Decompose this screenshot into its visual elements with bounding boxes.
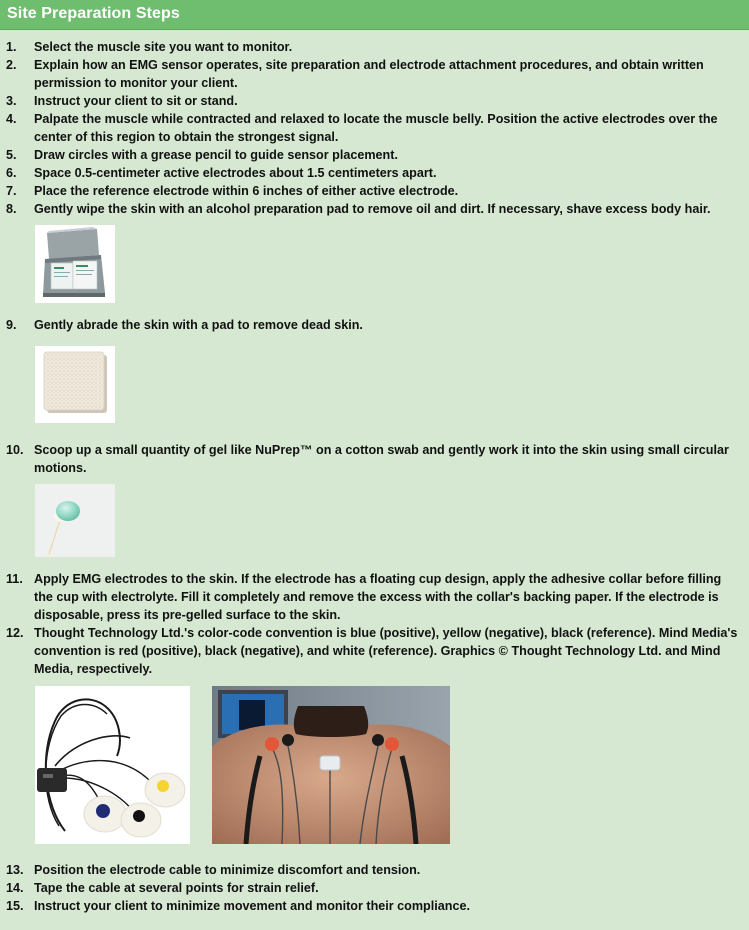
header-bar [0,0,749,30]
step-number: 8. [6,202,17,216]
emg-sensor-electrodes-image [35,686,190,844]
step-number: 7. [6,184,17,198]
step-text: Instruct your client to sit or stand. [34,94,238,108]
alcohol-prep-pads-image [35,225,115,303]
step-number: 9. [6,318,17,332]
step-number: 13. [6,863,24,877]
step-text: Gently wipe the skin with an alcohol preparation pad to remove oil and dirt. If necessary, shave excess body hair. [34,202,711,216]
electrodes-on-back-photo [212,686,450,844]
step-text: Apply EMG electrodes to the skin. If the electrode has a floating cup design, apply the adhesive collar before filling the cup with electrolyte. Fill it completely and remove the excess with the collar's backing paper. If the electrode is disposable, press its pre-gelled surface to the skin. [34,572,722,622]
step-text: Space 0.5-centimeter active electrodes about 1.5 centimeters apart. [34,166,437,180]
step-number: 3. [6,94,17,108]
step-number: 12. [6,626,24,640]
step-text: Tape the cable at several points for strain relief. [34,881,319,895]
step-number: 11. [6,572,23,586]
abrasive-pad-image [35,346,115,423]
step-text: Place the reference electrode within 6 inches of either active electrode. [34,184,459,198]
step-number: 6. [6,166,17,180]
step-number: 10. [6,443,24,457]
step-text: Explain how an EMG sensor operates, site preparation and electrode attachment procedures, and obtain written permission to monitor your client. [34,58,704,90]
step-text: Thought Technology Ltd.'s color-code convention is blue (positive), yellow (negative), black (reference). Mind Media's convention is red (positive), black (negative), and white (reference). Graphics © Thought Technology Ltd. and Mind Media, respectively. [34,626,738,676]
step-text: Instruct your client to minimize movement and monitor their compliance. [34,899,470,913]
step-text: Draw circles with a grease pencil to guide sensor placement. [34,148,398,162]
step-text: Gently abrade the skin with a pad to remove dead skin. [34,318,363,332]
page-title: Site Preparation Steps [7,5,180,22]
step-text: Palpate the muscle while contracted and relaxed to locate the muscle belly. Position the active electrodes over the center of this region to obtain the strongest signal. [34,112,718,144]
step-text: Select the muscle site you want to monitor. [34,40,293,54]
step-text: Scoop up a small quantity of gel like NuPrep™ on a cotton swab and gently work it into the skin using small circular motions. [34,443,729,475]
step-number: 4. [6,112,17,126]
step-text: Position the electrode cable to minimize discomfort and tension. [34,863,421,877]
step-number: 2. [6,58,17,72]
cotton-swab-gel-image [35,484,115,557]
step-number: 1. [6,40,17,54]
step-number: 5. [6,148,17,162]
step-number: 14. [6,881,24,895]
step-number: 15. [6,899,24,913]
